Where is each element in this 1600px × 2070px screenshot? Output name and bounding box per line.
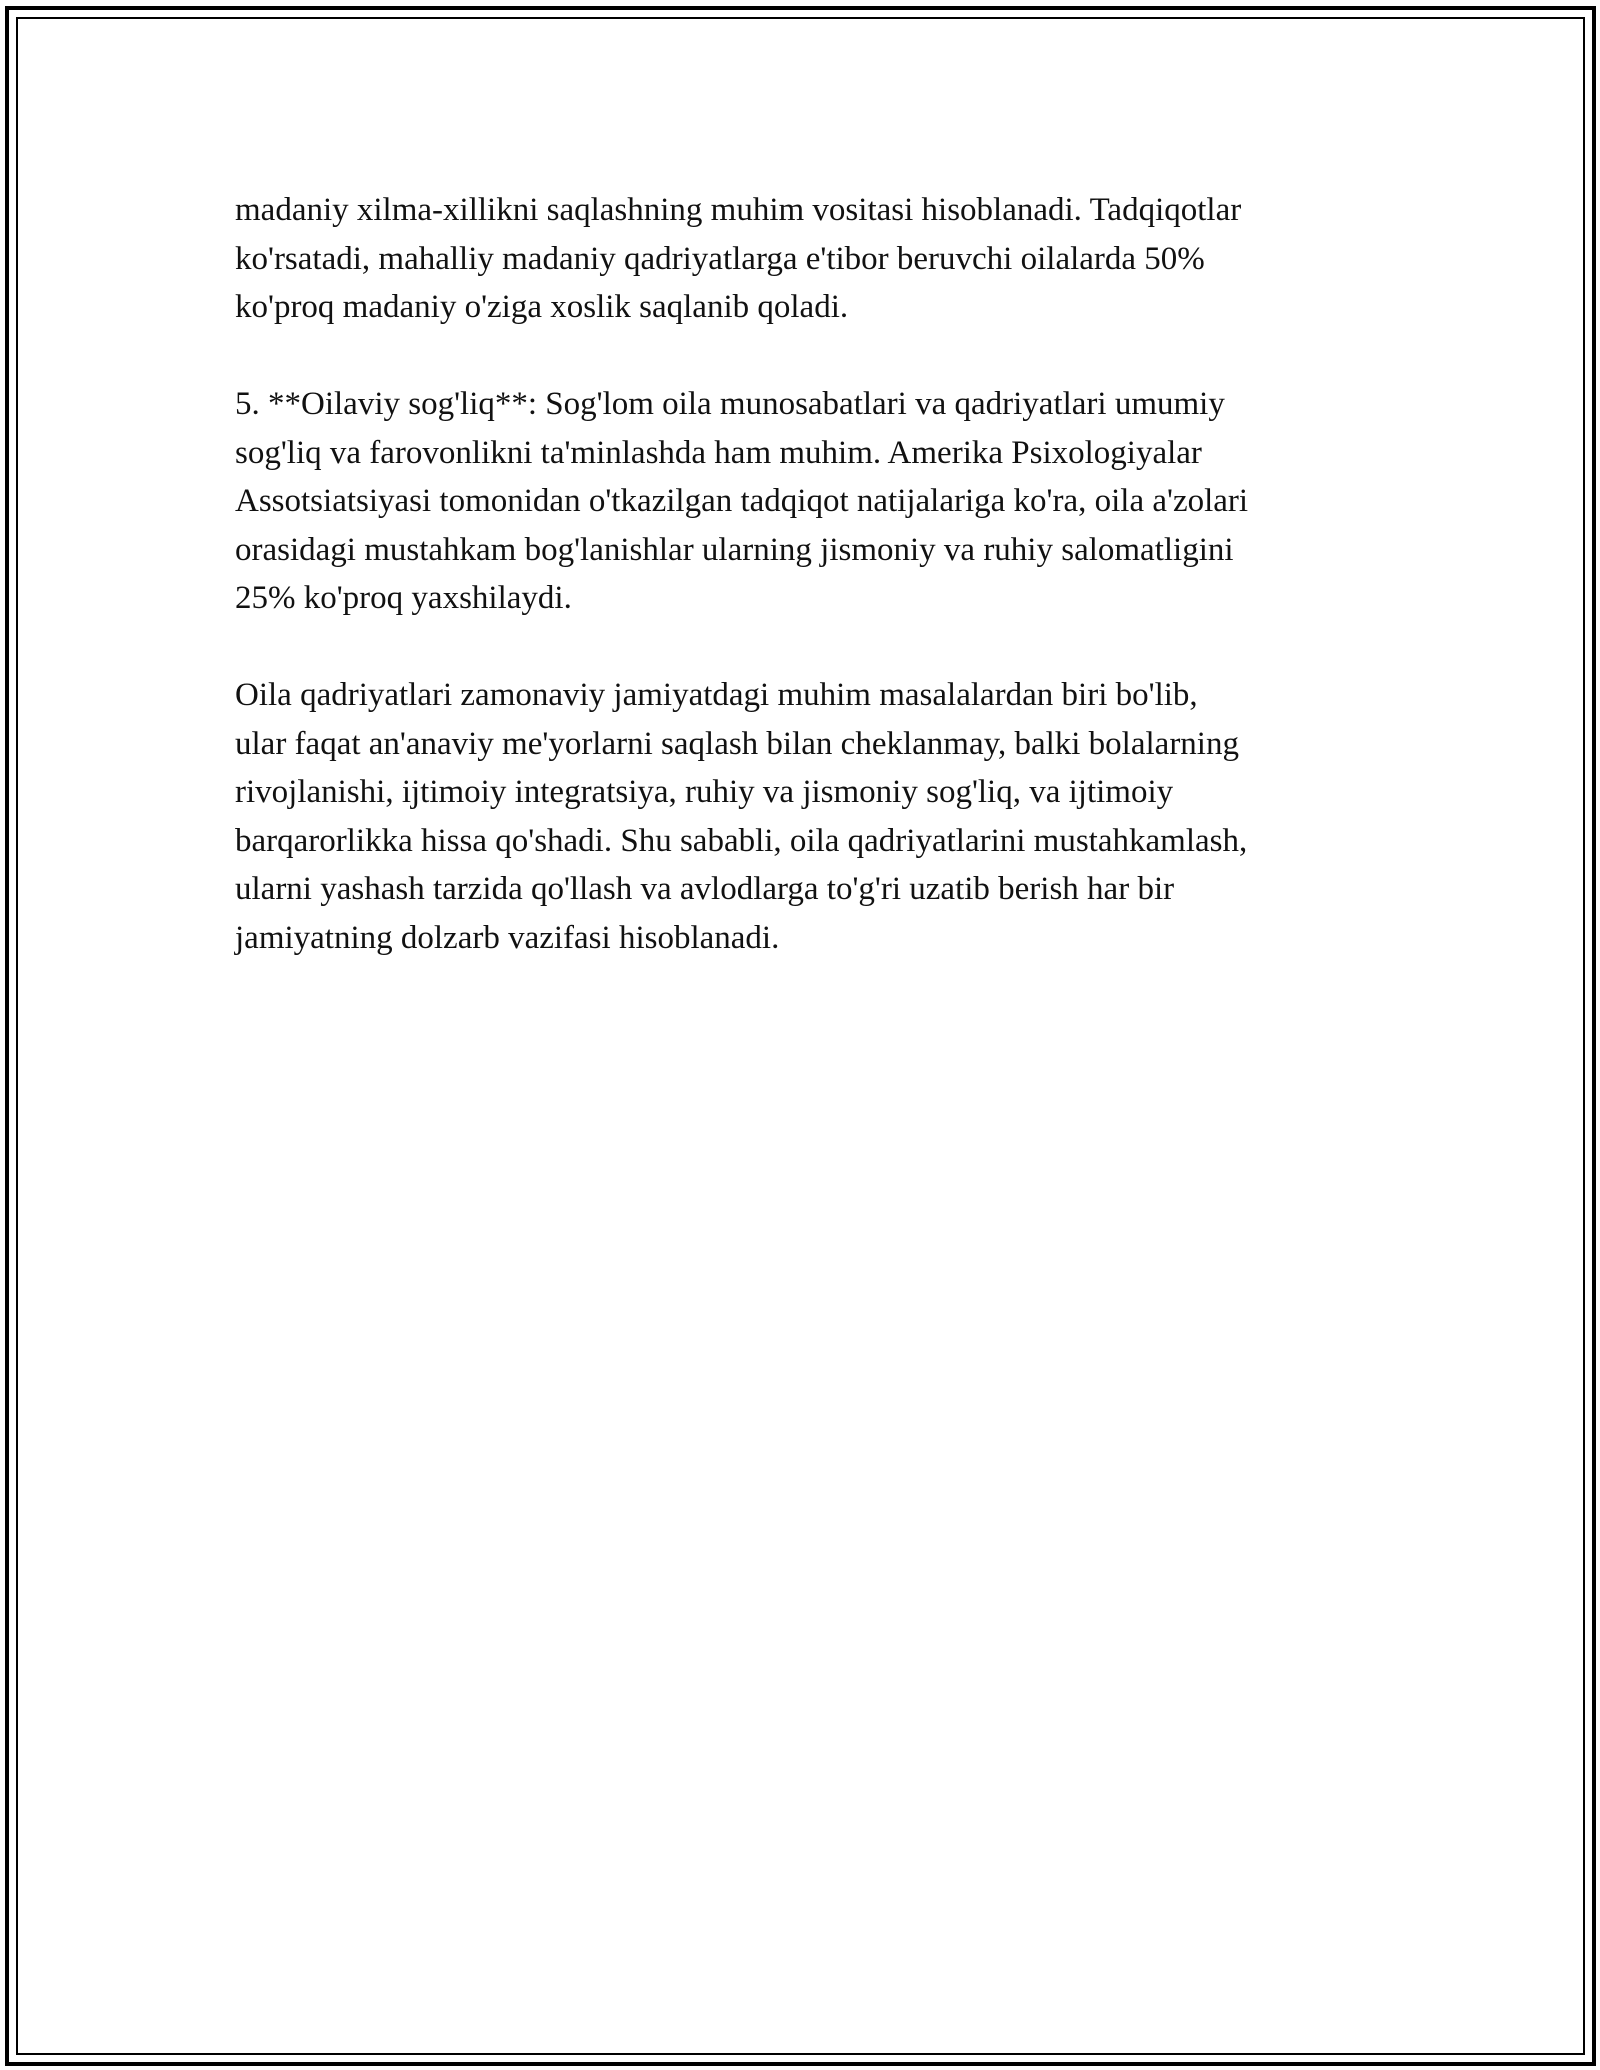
text-line: Oila qadriyatlari zamonaviy jamiyatdagi muhim masalalardan biri bo'lib, xyxy=(235,677,1198,713)
text-line: 25% ko'proq yaxshilaydi. xyxy=(235,580,572,616)
paragraph-family-health xyxy=(235,380,1385,623)
text-line: ularni yashash tarzida qo'llash va avlodlarga to'g'ri uzatib berish har bir xyxy=(235,871,1175,907)
document-body xyxy=(235,186,1385,1011)
text-line: ko'rsatadi, mahalliy madaniy qadriyatlarga e'tibor beruvchi oilalarda 50% xyxy=(235,240,1205,277)
paragraph-conclusion xyxy=(235,671,1385,962)
text-line: ko'proq madaniy o'ziga xoslik saqlanib qoladi. xyxy=(235,289,849,325)
text-line: barqarorlikka hissa qo'shadi. Shu sababli, oila qadriyatlarini mustahkamlash, xyxy=(235,822,1248,859)
text-line: madaniy xilma-xillikni saqlashning muhim vositasi hisoblanadi. Tadqiqotlar xyxy=(235,192,1242,228)
text-line: orasidagi mustahkam bog'lanishlar ularning jismoniy va ruhiy salomatligini xyxy=(235,531,1234,568)
paragraph-cultural-diversity xyxy=(235,186,1385,332)
text-line: Assotsiatsiyasi tomonidan o'tkazilgan tadqiqot natijalariga ko'ra, oila a'zolari xyxy=(235,483,1249,519)
text-line: sog'liq va farovonlikni ta'minlashda ham muhim. Amerika Psixologiyalar xyxy=(235,434,1202,471)
text-line: 5. **Oilaviy sog'liq**: Sog'lom oila munosabatlari va qadriyatlari umumiy xyxy=(235,386,1225,422)
text-line: jamiyatning dolzarb vazifasi hisoblanadi. xyxy=(235,919,780,956)
text-line: ular faqat an'anaviy me'yorlarni saqlash bilan cheklanmay, balki bolalarning xyxy=(235,725,1239,762)
text-line: rivojlanishi, ijtimoiy integratsiya, ruhiy va jismoniy sog'liq, va ijtimoiy xyxy=(235,774,1174,810)
